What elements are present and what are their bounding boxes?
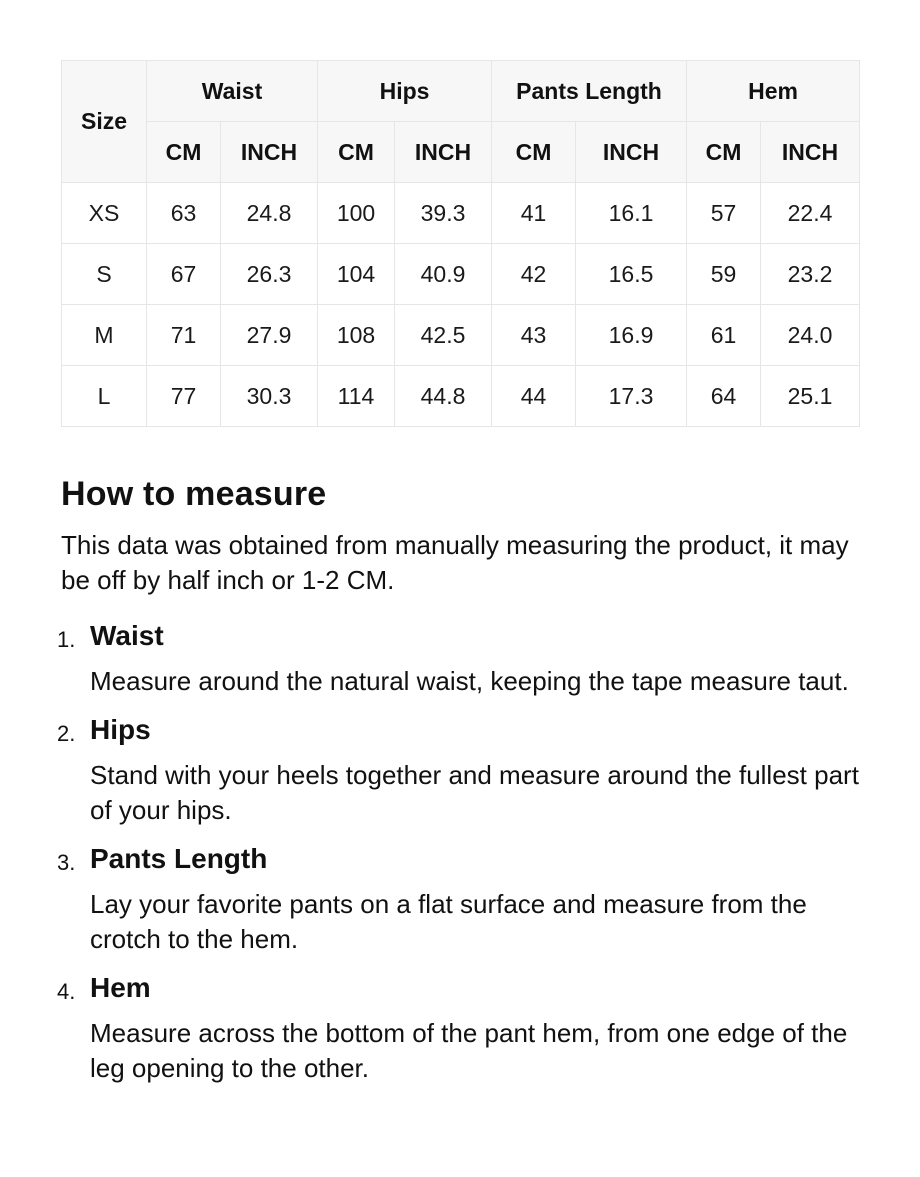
- table-row: [62, 305, 860, 366]
- list-item: [57, 712, 859, 828]
- unit-header-inch: INCH: [761, 122, 860, 183]
- step-number: 2.: [57, 721, 76, 746]
- waist-cm-cell: 77: [147, 366, 221, 427]
- hips-cm-cell: 114: [318, 366, 395, 427]
- unit-header-inch: INCH: [221, 122, 318, 183]
- pants-length-inch-cell: 17.3: [576, 366, 687, 427]
- measure-steps-list: [57, 618, 859, 1099]
- step-description: Lay your favorite pants on a flat surface and measure from the crotch to the hem.: [90, 889, 807, 954]
- pants-length-inch-cell: 16.9: [576, 305, 687, 366]
- waist-inch-cell: 24.8: [221, 183, 318, 244]
- pants-length-inch-cell: 16.1: [576, 183, 687, 244]
- hips-cm-cell: 108: [318, 305, 395, 366]
- waist-column-header: Waist: [147, 61, 318, 122]
- unit-header-inch: INCH: [576, 122, 687, 183]
- pants-length-cm-cell: 44: [492, 366, 576, 427]
- step-number: 4.: [57, 979, 76, 1004]
- table-header-row: [62, 61, 860, 122]
- table-row: [62, 366, 860, 427]
- measure-intro-text: This data was obtained from manually measuring the product, it may be off by half inch or 1-2 CM.: [61, 530, 849, 595]
- hips-cm-cell: 104: [318, 244, 395, 305]
- hips-column-header: Hips: [318, 61, 492, 122]
- unit-header-cm: CM: [492, 122, 576, 183]
- size-cell: M: [62, 305, 147, 366]
- unit-header-cm: CM: [687, 122, 761, 183]
- list-item: [57, 618, 859, 699]
- step-title: Hem: [90, 972, 151, 1003]
- size-guide: [57, 60, 859, 1083]
- table-unit-row: [62, 122, 860, 183]
- step-number: 3.: [57, 850, 76, 875]
- waist-inch-cell: 26.3: [221, 244, 318, 305]
- list-item: [57, 841, 859, 957]
- how-to-measure-heading: How to measure: [61, 475, 327, 513]
- step-title: Hips: [90, 714, 151, 745]
- step-description: Measure around the natural waist, keeping the tape measure taut.: [90, 666, 849, 696]
- size-chart-table: [61, 60, 860, 427]
- hem-column-header: Hem: [687, 61, 860, 122]
- hem-inch-cell: 22.4: [761, 183, 860, 244]
- size-column-header: Size: [62, 61, 147, 183]
- pants-length-cm-cell: 41: [492, 183, 576, 244]
- unit-header-cm: CM: [318, 122, 395, 183]
- step-title: Waist: [90, 620, 164, 651]
- hips-inch-cell: 42.5: [395, 305, 492, 366]
- hem-inch-cell: 24.0: [761, 305, 860, 366]
- hips-inch-cell: 40.9: [395, 244, 492, 305]
- pants-length-cm-cell: 43: [492, 305, 576, 366]
- unit-header-inch: INCH: [395, 122, 492, 183]
- hem-inch-cell: 23.2: [761, 244, 860, 305]
- table-row: [62, 183, 860, 244]
- step-description: Measure across the bottom of the pant hem, from one edge of the leg opening to the other.: [90, 1018, 848, 1083]
- size-cell: L: [62, 366, 147, 427]
- waist-cm-cell: 63: [147, 183, 221, 244]
- step-title: Pants Length: [90, 843, 268, 874]
- pants-length-column-header: Pants Length: [492, 61, 687, 122]
- size-cell: XS: [62, 183, 147, 244]
- hem-cm-cell: 64: [687, 366, 761, 427]
- hips-cm-cell: 100: [318, 183, 395, 244]
- pants-length-inch-cell: 16.5: [576, 244, 687, 305]
- waist-inch-cell: 30.3: [221, 366, 318, 427]
- waist-cm-cell: 71: [147, 305, 221, 366]
- pants-length-cm-cell: 42: [492, 244, 576, 305]
- table-row: [62, 244, 860, 305]
- hips-inch-cell: 39.3: [395, 183, 492, 244]
- step-number: 1.: [57, 627, 76, 652]
- list-item: [57, 970, 859, 1086]
- hips-inch-cell: 44.8: [395, 366, 492, 427]
- hem-cm-cell: 61: [687, 305, 761, 366]
- step-description: Stand with your heels together and measure around the fullest part of your hips.: [90, 760, 859, 825]
- waist-cm-cell: 67: [147, 244, 221, 305]
- size-cell: S: [62, 244, 147, 305]
- hem-cm-cell: 57: [687, 183, 761, 244]
- hem-cm-cell: 59: [687, 244, 761, 305]
- waist-inch-cell: 27.9: [221, 305, 318, 366]
- hem-inch-cell: 25.1: [761, 366, 860, 427]
- unit-header-cm: CM: [147, 122, 221, 183]
